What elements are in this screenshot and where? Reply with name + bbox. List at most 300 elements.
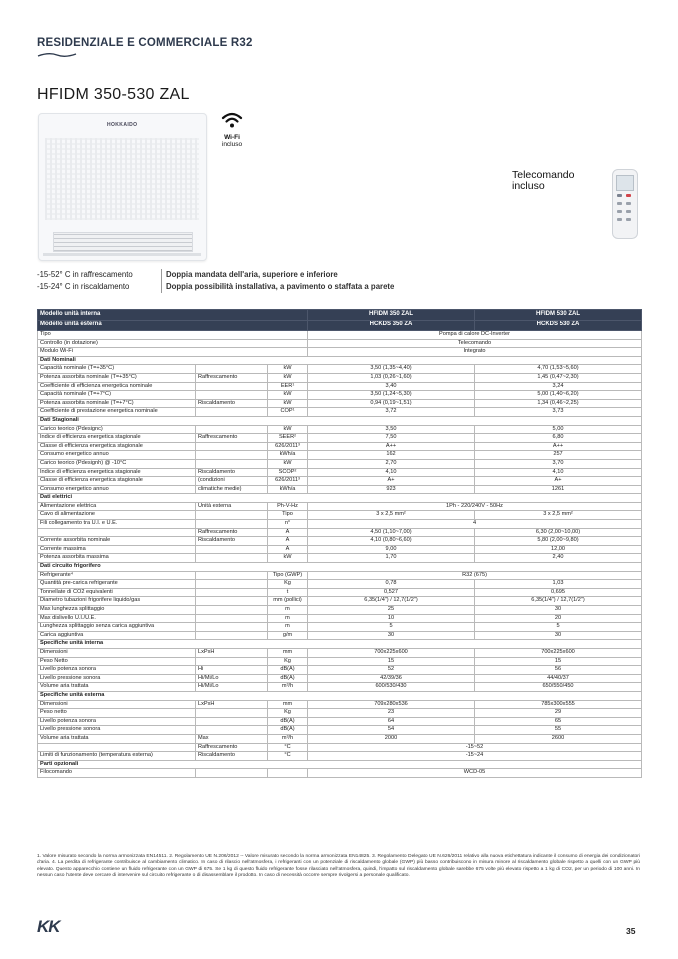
spec-row	[38, 734, 642, 743]
row-unit: kW	[268, 459, 308, 468]
remote-button	[626, 202, 631, 205]
remote-screen	[616, 175, 634, 191]
row-label: Quantità pre-carica refrigerante	[38, 580, 196, 589]
group-label: Dati circuito frigorifero	[38, 563, 642, 572]
spec-row	[38, 666, 642, 675]
row-unit: kW	[268, 365, 308, 374]
shared-value: -15~52	[308, 743, 642, 752]
row-label: Tipo	[38, 331, 308, 340]
value-530: 5,80 (2,00~9,80)	[475, 537, 642, 546]
row-condition: Riscaldamento	[196, 399, 268, 408]
shared-value: WCD-05	[308, 769, 642, 778]
row-unit: °C	[268, 743, 308, 752]
value-530: 44/40/37	[475, 674, 642, 683]
section-title: RESIDENZIALE E COMMERCIALE R32	[37, 37, 253, 49]
row-label: Coefficiente di prestazione energetica nominale	[38, 408, 196, 417]
row-unit: Kg	[268, 580, 308, 589]
indoor-unit-image	[38, 113, 207, 261]
row-condition	[196, 769, 268, 778]
value-350: 52	[308, 666, 475, 675]
page-number: 35	[626, 926, 636, 936]
remote-label-line1: Telecomando	[512, 169, 575, 181]
row-unit: SCOP²	[268, 468, 308, 477]
row-condition	[196, 365, 268, 374]
row-label: Indice di efficienza energetica stagionale	[38, 468, 196, 477]
row-label: Modulo Wi-Fi	[38, 348, 308, 357]
row-unit: kW	[268, 399, 308, 408]
group-row	[38, 416, 642, 425]
row-label	[38, 528, 196, 537]
row-unit: kWh/a	[268, 485, 308, 494]
value-530: 20	[475, 614, 642, 623]
value-530: 3,24	[475, 382, 642, 391]
value-350: 30	[308, 631, 475, 640]
row-unit: kW	[268, 554, 308, 563]
value-530: 700x225x600	[475, 648, 642, 657]
feature-list	[37, 269, 394, 293]
wifi-label: Wi-Fi	[224, 134, 240, 141]
model-title: HFIDM 350-530 ZAL	[37, 86, 190, 103]
remote-button	[617, 194, 622, 197]
row-condition	[196, 623, 268, 632]
row-condition	[196, 511, 268, 520]
header-row-outdoor	[38, 320, 642, 331]
spec-row	[38, 468, 642, 477]
row-label: Carico teorico (Pdesignh) @ -10°C	[38, 459, 196, 468]
value-530: 12,00	[475, 545, 642, 554]
wifi-badge	[219, 111, 245, 148]
row-condition	[196, 442, 268, 451]
remote-button	[617, 202, 622, 205]
value-530: 3 x 2,5 mm²	[475, 511, 642, 520]
unit-base	[43, 253, 201, 256]
value-350: 4,10 (0,80~6,60)	[308, 537, 475, 546]
row-label: Livello pressione sonora	[38, 674, 196, 683]
value-350: 2,70	[308, 459, 475, 468]
value-530: 29	[475, 709, 642, 718]
row-label: Tonnellate di CO2 equivalenti	[38, 588, 196, 597]
value-350: 3,72	[308, 408, 475, 417]
value-530: 30	[475, 606, 642, 615]
value-350: 9,00	[308, 545, 475, 554]
row-unit: dB(A)	[268, 717, 308, 726]
front-grille	[45, 138, 199, 220]
spec-row	[38, 588, 642, 597]
spec-row	[38, 545, 642, 554]
row-label: Max lunghezza splittaggio	[38, 606, 196, 615]
row-label: Peso netto	[38, 709, 196, 718]
spec-row	[38, 502, 642, 511]
row-unit: m	[268, 614, 308, 623]
lower-vent	[53, 232, 193, 252]
remote-button	[617, 218, 622, 221]
value-530: 0,695	[475, 588, 642, 597]
remote-label-line2: incluso	[512, 180, 545, 192]
row-unit: m³/h	[268, 734, 308, 743]
spec-row	[38, 597, 642, 606]
feature-text: Doppia mandata dell'aria, superiore e inferiore	[166, 270, 338, 279]
row-condition: Riscaldamento	[196, 752, 268, 761]
remote-control-image	[612, 169, 638, 239]
row-unit: g/m	[268, 631, 308, 640]
swoosh-decoration	[37, 51, 77, 59]
value-530: 1,03	[475, 580, 642, 589]
remote-button	[617, 210, 622, 213]
value-530: A++	[475, 442, 642, 451]
row-label: Carico teorico (Pdesignc)	[38, 425, 196, 434]
row-condition: LxPxH	[196, 648, 268, 657]
spec-row	[38, 743, 642, 752]
value-350: 3,50 (1,35~4,40)	[308, 365, 475, 374]
row-unit: m	[268, 606, 308, 615]
spec-row	[38, 477, 642, 486]
spec-row	[38, 571, 642, 580]
spec-row	[38, 339, 642, 348]
row-label	[38, 743, 196, 752]
row-condition: Raffrescamento	[196, 373, 268, 382]
spec-row	[38, 442, 642, 451]
row-condition	[196, 597, 268, 606]
row-unit: 626/2011³	[268, 477, 308, 486]
row-condition	[196, 451, 268, 460]
row-condition: Hi	[196, 666, 268, 675]
row-condition	[196, 606, 268, 615]
spec-row	[38, 511, 642, 520]
value-350: 0,94 (0,19~1,51)	[308, 399, 475, 408]
group-label: Dati Stagionali	[38, 416, 642, 425]
value-530: 650/550/450	[475, 683, 642, 692]
row-condition	[196, 588, 268, 597]
value-350: 3,50	[308, 425, 475, 434]
row-condition: Raffrescamento	[196, 434, 268, 443]
row-unit: mm	[268, 648, 308, 657]
row-condition: Max	[196, 734, 268, 743]
row-unit: A	[268, 545, 308, 554]
value-530: 6,80	[475, 434, 642, 443]
group-row	[38, 356, 642, 365]
model-350-outdoor: HCKDS 350 ZA	[308, 320, 475, 331]
value-350: 3 x 2,5 mm²	[308, 511, 475, 520]
row-condition: LxPxH	[196, 700, 268, 709]
spec-row	[38, 365, 642, 374]
value-350: 15	[308, 657, 475, 666]
header-row-indoor	[38, 310, 642, 321]
row-condition	[196, 631, 268, 640]
group-row	[38, 760, 642, 769]
value-350: 25	[308, 606, 475, 615]
row-label: Alimentazione elettrica	[38, 502, 196, 511]
row-condition: Raffrescamento	[196, 528, 268, 537]
spec-row	[38, 709, 642, 718]
spec-row	[38, 554, 642, 563]
brand-logo: KK	[37, 917, 60, 936]
value-530: 15	[475, 657, 642, 666]
row-condition: Riscaldamento	[196, 468, 268, 477]
spec-row	[38, 674, 642, 683]
value-530: 257	[475, 451, 642, 460]
value-350: 1,03 (0,26~1,60)	[308, 373, 475, 382]
row-label: Potenza assorbita nominale (T=+7°C)	[38, 399, 196, 408]
row-label: Max dislivello U.I./U.E.	[38, 614, 196, 623]
value-530: 3,70	[475, 459, 642, 468]
row-label: Corrente massima	[38, 545, 196, 554]
row-condition	[196, 717, 268, 726]
spec-row	[38, 391, 642, 400]
row-label: Volume aria trattata	[38, 734, 196, 743]
group-row	[38, 640, 642, 649]
spec-table	[37, 309, 642, 778]
value-350: 42/39/36	[308, 674, 475, 683]
row-unit: Kg	[268, 709, 308, 718]
remote-power-button	[626, 194, 631, 197]
row-label: Diametro tubazioni frigorifere liquido/gas	[38, 597, 196, 606]
spec-row	[38, 614, 642, 623]
value-350: A++	[308, 442, 475, 451]
row-unit: Ph-V-Hz	[268, 502, 308, 511]
value-530: 785x300x555	[475, 700, 642, 709]
remote-button	[626, 218, 631, 221]
spec-row	[38, 485, 642, 494]
value-530: 6,30 (2,00~10,00)	[475, 528, 642, 537]
value-530: 56	[475, 666, 642, 675]
value-530: 3,73	[475, 408, 642, 417]
spec-row	[38, 331, 642, 340]
row-unit: A	[268, 528, 308, 537]
row-unit: mm	[268, 700, 308, 709]
value-350: 700x225x600	[308, 648, 475, 657]
row-unit: mm (pollici)	[268, 597, 308, 606]
model-530-indoor: HFIDM 530 ZAL	[475, 310, 642, 321]
group-label: Parti opzionali	[38, 760, 642, 769]
value-530: 1,34 (0,46~2,25)	[475, 399, 642, 408]
group-row	[38, 563, 642, 572]
shared-value: Telecomando	[308, 339, 642, 348]
value-350: 7,50	[308, 434, 475, 443]
row-label: Potenza assorbita nominale (T=+35°C)	[38, 373, 196, 382]
header-label: Modello unità interna	[38, 310, 308, 321]
row-condition	[196, 425, 268, 434]
row-label: Controllo (in dotazione)	[38, 339, 308, 348]
value-530: 65	[475, 717, 642, 726]
row-unit: t	[268, 588, 308, 597]
value-350: 3,50 (1,24~5,30)	[308, 391, 475, 400]
group-label: Dati Nominali	[38, 356, 642, 365]
row-unit: Tipo (GWP)	[268, 571, 308, 580]
row-unit: kW	[268, 425, 308, 434]
shared-value: 4	[308, 520, 642, 529]
spec-row	[38, 657, 642, 666]
model-530-outdoor: HCKDS 530 ZA	[475, 320, 642, 331]
row-label: Livello pressione sonora	[38, 726, 196, 735]
spec-row	[38, 769, 642, 778]
row-condition	[196, 614, 268, 623]
row-label: Volume aria trattata	[38, 683, 196, 692]
value-350: 1,70	[308, 554, 475, 563]
spec-row	[38, 648, 642, 657]
row-label: Capacità nominale (T=+35°C)	[38, 365, 196, 374]
remote-label	[512, 170, 574, 192]
row-condition	[196, 726, 268, 735]
shared-value: Integrato	[308, 348, 642, 357]
row-unit: Kg	[268, 657, 308, 666]
value-530: 30	[475, 631, 642, 640]
shared-value: 1Ph - 220/240V - 50Hz	[308, 502, 642, 511]
value-350: 6,35(1/4") / 12,7(1/2")	[308, 597, 475, 606]
row-condition	[196, 382, 268, 391]
row-unit: m³/h	[268, 683, 308, 692]
row-label: Peso Netto	[38, 657, 196, 666]
row-label: Coefficiente di efficienza energetica nominale	[38, 382, 196, 391]
row-condition: Riscaldamento	[196, 537, 268, 546]
value-530: 4,70 (1,53~5,60)	[475, 365, 642, 374]
value-350: 23	[308, 709, 475, 718]
value-530: 1,45 (0,47~2,30)	[475, 373, 642, 382]
row-label: Refrigerante⁴	[38, 571, 196, 580]
row-unit: kW	[268, 391, 308, 400]
shared-value: R32 (675)	[308, 571, 642, 580]
feature-row	[37, 269, 394, 281]
group-label: Specifiche unità interna	[38, 640, 642, 649]
row-unit: SEER²	[268, 434, 308, 443]
row-unit	[268, 769, 308, 778]
group-label: Dati elettrici	[38, 494, 642, 503]
row-unit: EER¹	[268, 382, 308, 391]
value-350: 4,10	[308, 468, 475, 477]
row-unit: Tipo	[268, 511, 308, 520]
value-530: 2,40	[475, 554, 642, 563]
value-530: 55	[475, 726, 642, 735]
spec-row	[38, 717, 642, 726]
value-530: 6,35(1/4") / 12,7(1/2")	[475, 597, 642, 606]
value-350: 54	[308, 726, 475, 735]
row-label: Lunghezza splittaggio senza carica aggiuntiva	[38, 623, 196, 632]
value-350: 3,40	[308, 382, 475, 391]
spec-row	[38, 399, 642, 408]
row-condition: climatiche medie)	[196, 485, 268, 494]
row-unit: n°	[268, 520, 308, 529]
group-row	[38, 494, 642, 503]
temp-range-cooling: -15-52° C in raffrescamento	[37, 269, 162, 281]
row-label: Potenza assorbita massima	[38, 554, 196, 563]
spec-row	[38, 451, 642, 460]
row-condition	[196, 408, 268, 417]
wifi-icon	[221, 111, 243, 129]
row-condition	[196, 709, 268, 718]
spec-row	[38, 382, 642, 391]
spec-row	[38, 348, 642, 357]
value-530: 5,00	[475, 425, 642, 434]
row-label: Consumo energetico annuo	[38, 485, 196, 494]
spec-row	[38, 683, 642, 692]
row-unit: 626/2011³	[268, 442, 308, 451]
unit-logo: HOKKAIDO	[107, 122, 138, 128]
spec-row	[38, 408, 642, 417]
row-label: Corrente assorbita nominale	[38, 537, 196, 546]
feature-row	[37, 281, 394, 293]
wifi-sub-label: incluso	[221, 141, 243, 148]
spec-row	[38, 700, 642, 709]
value-530: A+	[475, 477, 642, 486]
value-350: 0,78	[308, 580, 475, 589]
row-label: Dimensioni	[38, 700, 196, 709]
spec-row	[38, 425, 642, 434]
value-530: 5	[475, 623, 642, 632]
spec-row	[38, 580, 642, 589]
row-unit: kW	[268, 373, 308, 382]
value-530: 5,00 (1,40~6,20)	[475, 391, 642, 400]
value-350: 923	[308, 485, 475, 494]
value-350: 64	[308, 717, 475, 726]
row-condition: (condizioni	[196, 477, 268, 486]
row-unit: dB(A)	[268, 726, 308, 735]
row-unit: A	[268, 537, 308, 546]
spec-row	[38, 606, 642, 615]
row-label: Livello potenza sonora	[38, 717, 196, 726]
value-530: 4,10	[475, 468, 642, 477]
value-350: 600/530/430	[308, 683, 475, 692]
value-350: 0,527	[308, 588, 475, 597]
row-unit: °C	[268, 752, 308, 761]
group-label: Specifiche unità esterna	[38, 691, 642, 700]
value-350: 709x280x536	[308, 700, 475, 709]
row-condition: Hi/Mi/Lo	[196, 683, 268, 692]
row-label: Limiti di funzionamento (temperatura esterna)	[38, 752, 196, 761]
model-350-indoor: HFIDM 350 ZAL	[308, 310, 475, 321]
row-condition	[196, 571, 268, 580]
spec-row	[38, 520, 642, 529]
spec-row	[38, 631, 642, 640]
row-unit: dB(A)	[268, 666, 308, 675]
spec-row	[38, 528, 642, 537]
value-350: 4,50 (1,10~7,00)	[308, 528, 475, 537]
footnotes: 1. Valore misurato secondo la norma armonizzata EN14511. 2. Regolamento UE N.206/2012 -- Valore misurato secondo la norma armonizzata EN14825. 3. Regolamento Delegato UE N.626/2011 relativo alla nuova etichettatura indicante il consumo di energia dei condizionatori d'aria. 4. La perdita di refrigerante contribuisce al cambiamento climatico. In caso di rilascio nell'atmosfera, i refrigeranti con un potenziale di riscaldamento globale (GWP) più basso contribuiscono in misura minore al riscaldamento globale rispetto a quelli con un GWP più elevato. Questo apparecchio contiene un fluido refrigerante con un GWP di 675. Se 1 kg di questo fluido refrigerante fosse rilasciato nell'atmosfera, quindi, l'impatto sul riscaldamento globale sarebbe 675 volte più elevato rispetto a 1 kg di CO2, per un periodo di 100 anni. In nessun caso l'utente deve cercare di intervenire sul circuito refrigerante o di disassemblare il prodotto. In caso di necessità occorre sempre rivolgersi a personale qualificato.	[37, 854, 640, 879]
row-label: Classe di efficienza energetica stagionale	[38, 442, 196, 451]
temp-range-heating: -15-24° C in riscaldamento	[37, 281, 162, 293]
value-350: 5	[308, 623, 475, 632]
spec-row	[38, 752, 642, 761]
group-row	[38, 691, 642, 700]
spec-row	[38, 373, 642, 382]
value-350: 10	[308, 614, 475, 623]
row-condition: Hi/Mi/Lo	[196, 674, 268, 683]
row-label: Dimensioni	[38, 648, 196, 657]
row-condition	[196, 391, 268, 400]
feature-text: Doppia possibilità installativa, a pavimento o staffata a parete	[166, 282, 395, 291]
row-condition	[196, 580, 268, 589]
row-condition: Unità esterna	[196, 502, 268, 511]
row-label: Cavo di alimentazione	[38, 511, 196, 520]
remote-button	[626, 210, 631, 213]
row-unit: COP¹	[268, 408, 308, 417]
row-label: Fili collegamento tra U.I. e U.E.	[38, 520, 196, 529]
row-condition	[196, 545, 268, 554]
row-condition	[196, 554, 268, 563]
row-label: Livello potenza sonora	[38, 666, 196, 675]
row-label: Consumo energetico annuo	[38, 451, 196, 460]
row-condition: Raffrescamento	[196, 743, 268, 752]
row-label: Indice di efficienza energetica stagionale	[38, 434, 196, 443]
row-condition	[196, 657, 268, 666]
shared-value: Pompa di calore DC-Inverter	[308, 331, 642, 340]
spec-row	[38, 459, 642, 468]
value-530: 2600	[475, 734, 642, 743]
header-label: Modello unità esterna	[38, 320, 308, 331]
row-label: Filocomando	[38, 769, 196, 778]
spec-row	[38, 537, 642, 546]
row-label: Carica aggiuntiva	[38, 631, 196, 640]
row-unit: kWh/a	[268, 451, 308, 460]
row-label: Classe di efficienza energetica stagionale	[38, 477, 196, 486]
